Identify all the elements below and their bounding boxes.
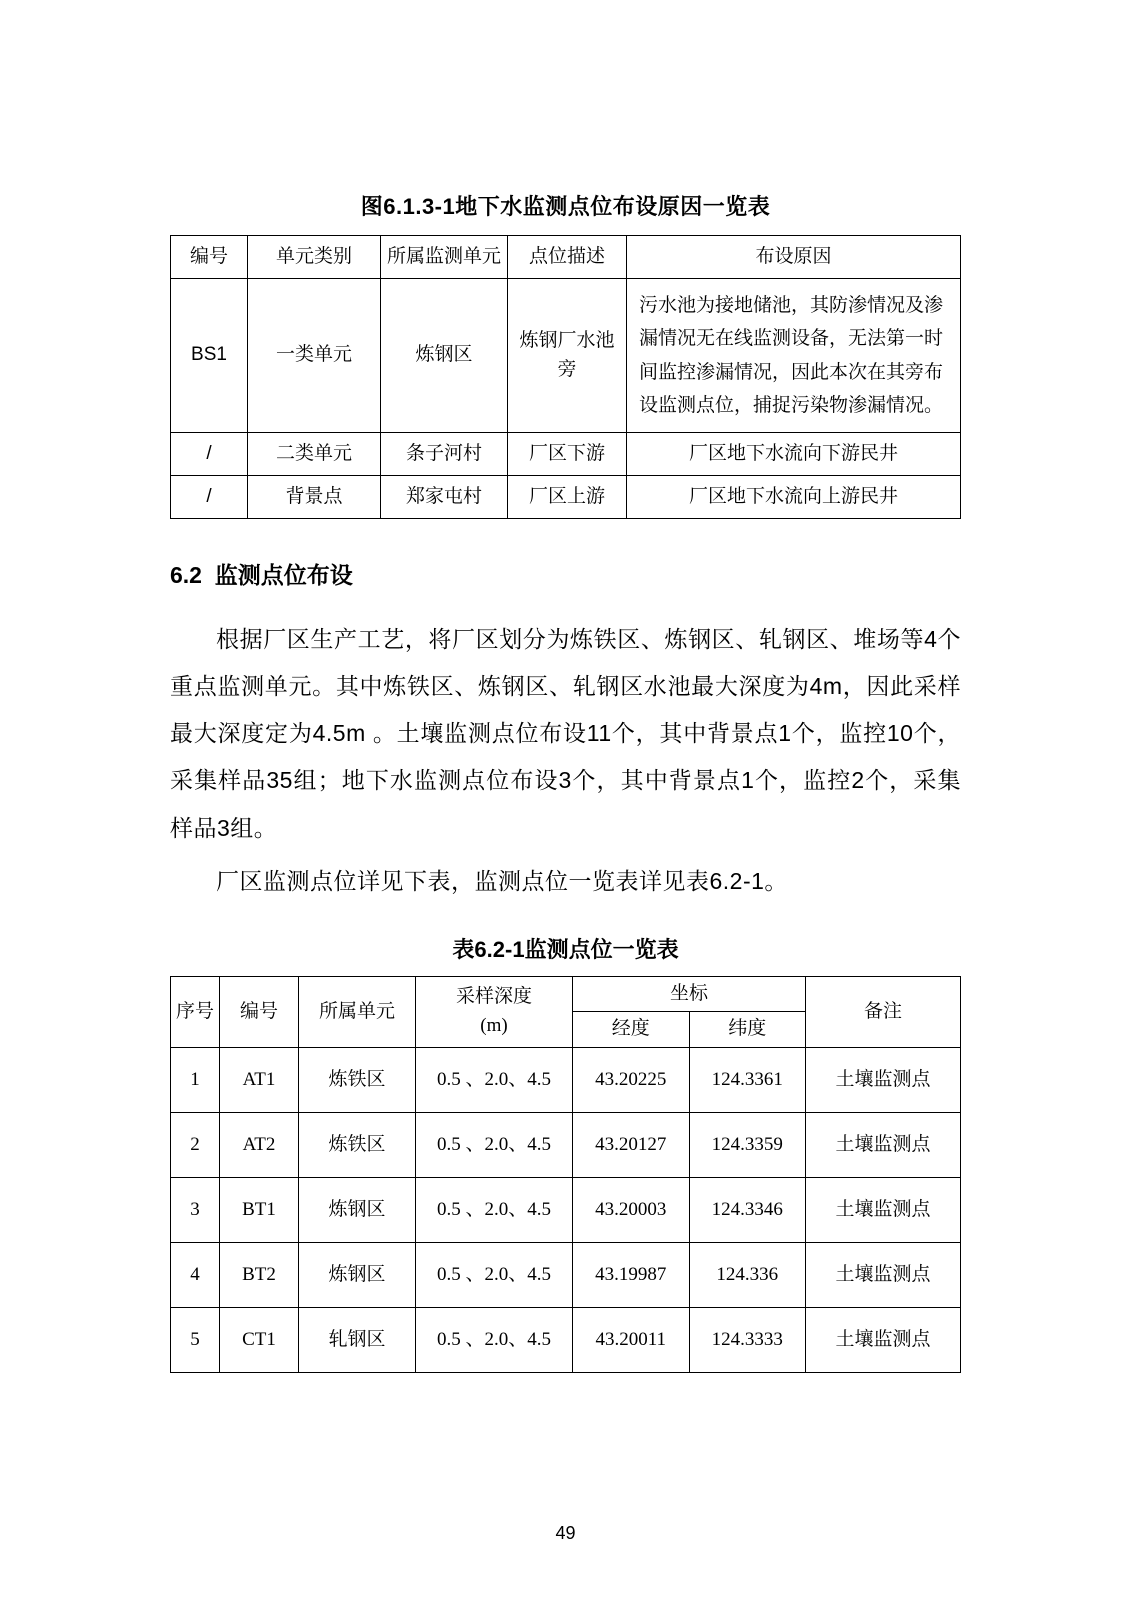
body-paragraph-1: 根据厂区生产工艺，将厂区划分为炼铁区、炼钢区、轧钢区、堆场等4个重点监测单元。其中炼铁区、炼钢区、轧钢区水池最大深度为4m，因此采样最大深度定为4.5m 。土壤监测点位布设11个，其中背景点1个，监控10个，采集样品35组；地下水监测点位布设3个，其中背景点1个，监控2个，采集样品3组。 <box>170 626 961 841</box>
table2-cell-lon: 43.20003 <box>573 1177 690 1242</box>
table2-cell-lat: 124.336 <box>689 1242 806 1307</box>
table2-cell-depth: 0.5 、2.0、4.5 <box>416 1242 573 1307</box>
table2-cell-lat: 124.3333 <box>689 1307 806 1372</box>
table1-cell-desc: 厂区下游 <box>508 433 627 476</box>
table2-cell-lon: 43.20127 <box>573 1112 690 1177</box>
groundwater-reason-table <box>170 235 961 519</box>
table2-cell-code: CT1 <box>220 1307 299 1372</box>
table2-cell-code: AT2 <box>220 1112 299 1177</box>
table1-cell-desc: 炼钢厂水池旁 <box>508 279 627 433</box>
table-row <box>171 476 961 519</box>
table1-header-desc: 点位描述 <box>508 236 627 279</box>
section-title: 监测点位布设 <box>214 562 353 588</box>
table1-cell-category: 二类单元 <box>248 433 381 476</box>
table1-cell-unit: 郑家屯村 <box>381 476 508 519</box>
table2-header-lat: 纬度 <box>689 1012 806 1048</box>
table1-cell-category: 一类单元 <box>248 279 381 433</box>
table2-header-depth-line1: 采样深度 <box>455 986 532 1008</box>
table2-cell-depth: 0.5 、2.0、4.5 <box>416 1307 573 1372</box>
table1-header-reason: 布设原因 <box>627 236 961 279</box>
section-heading <box>170 557 961 590</box>
table-row <box>171 1242 961 1307</box>
table2-header-depth-line2: (m) <box>480 1014 508 1036</box>
table2-cell-depth: 0.5 、2.0、4.5 <box>416 1112 573 1177</box>
table2-header-no: 序号 <box>171 976 220 1047</box>
page-number: 49 <box>555 1523 576 1543</box>
table1-cell-reason: 厂区地下水流向上游民井 <box>627 476 961 519</box>
table2-cell-unit: 轧钢区 <box>299 1307 416 1372</box>
table2-header-note: 备注 <box>806 976 961 1047</box>
table1-cell-reason: 污水池为接地储池，其防渗情况及渗漏情况无在线监测设备，无法第一时间监控渗漏情况，因此本次在其旁布设监测点位，捕捉污染物渗漏情况。 <box>627 279 961 433</box>
table1-cell-code: / <box>171 476 248 519</box>
table-row <box>171 279 961 433</box>
table2-cell-no: 5 <box>171 1307 220 1372</box>
table2-header-lon: 经度 <box>573 1012 690 1048</box>
table2-cell-lon: 43.19987 <box>573 1242 690 1307</box>
table1-cell-code: BS1 <box>171 279 248 433</box>
table2-header-coord: 坐标 <box>573 976 806 1012</box>
table2-cell-lat: 124.3361 <box>689 1047 806 1112</box>
table1-cell-unit: 炼钢区 <box>381 279 508 433</box>
section-number: 6.2 <box>170 562 202 588</box>
table-row <box>171 1177 961 1242</box>
table2-header-unit: 所属单元 <box>299 976 416 1047</box>
table2-cell-lon: 43.20011 <box>573 1307 690 1372</box>
table1-header-category: 单元类别 <box>248 236 381 279</box>
table2-cell-code: AT1 <box>220 1047 299 1112</box>
body-paragraph-2: 厂区监测点位详见下表，监测点位一览表详见表6.2-1。 <box>216 867 788 894</box>
table2-cell-depth: 0.5 、2.0、4.5 <box>416 1047 573 1112</box>
table2-cell-depth: 0.5 、2.0、4.5 <box>416 1177 573 1242</box>
table2-cell-code: BT2 <box>220 1242 299 1307</box>
table2-caption: 表6.2-1监测点位一览表 <box>452 936 679 962</box>
table-row <box>171 1112 961 1177</box>
table2-cell-note: 土壤监测点 <box>806 1047 961 1112</box>
table2-cell-lon: 43.20225 <box>573 1047 690 1112</box>
table2-header-depth <box>416 976 573 1047</box>
table1-cell-desc: 厂区上游 <box>508 476 627 519</box>
table-row <box>171 1047 961 1112</box>
table1-cell-unit: 条子河村 <box>381 433 508 476</box>
table2-header-code: 编号 <box>220 976 299 1047</box>
table1-cell-reason: 厂区地下水流向下游民井 <box>627 433 961 476</box>
table2-cell-note: 土壤监测点 <box>806 1307 961 1372</box>
table1-cell-category: 背景点 <box>248 476 381 519</box>
top-margin <box>170 0 961 190</box>
table1-header-code: 编号 <box>171 236 248 279</box>
table2-cell-no: 1 <box>171 1047 220 1112</box>
table1-header-unit: 所属监测单元 <box>381 236 508 279</box>
table2-cell-no: 3 <box>171 1177 220 1242</box>
table1-cell-code: / <box>171 433 248 476</box>
table2-cell-note: 土壤监测点 <box>806 1112 961 1177</box>
table-row <box>171 1307 961 1372</box>
table2-cell-unit: 炼钢区 <box>299 1242 416 1307</box>
table2-cell-note: 土壤监测点 <box>806 1177 961 1242</box>
table2-cell-code: BT1 <box>220 1177 299 1242</box>
table2-cell-no: 4 <box>171 1242 220 1307</box>
table1-caption: 图6.1.3-1地下水监测点位布设原因一览表 <box>360 194 771 219</box>
monitoring-points-table <box>170 976 961 1373</box>
table2-cell-lat: 124.3346 <box>689 1177 806 1242</box>
table-header-row <box>171 236 961 279</box>
table2-cell-note: 土壤监测点 <box>806 1242 961 1307</box>
table2-cell-unit: 炼铁区 <box>299 1047 416 1112</box>
table2-cell-no: 2 <box>171 1112 220 1177</box>
table-header-row <box>171 976 961 1012</box>
table-row <box>171 433 961 476</box>
table2-cell-lat: 124.3359 <box>689 1112 806 1177</box>
table2-cell-unit: 炼钢区 <box>299 1177 416 1242</box>
table2-cell-unit: 炼铁区 <box>299 1112 416 1177</box>
